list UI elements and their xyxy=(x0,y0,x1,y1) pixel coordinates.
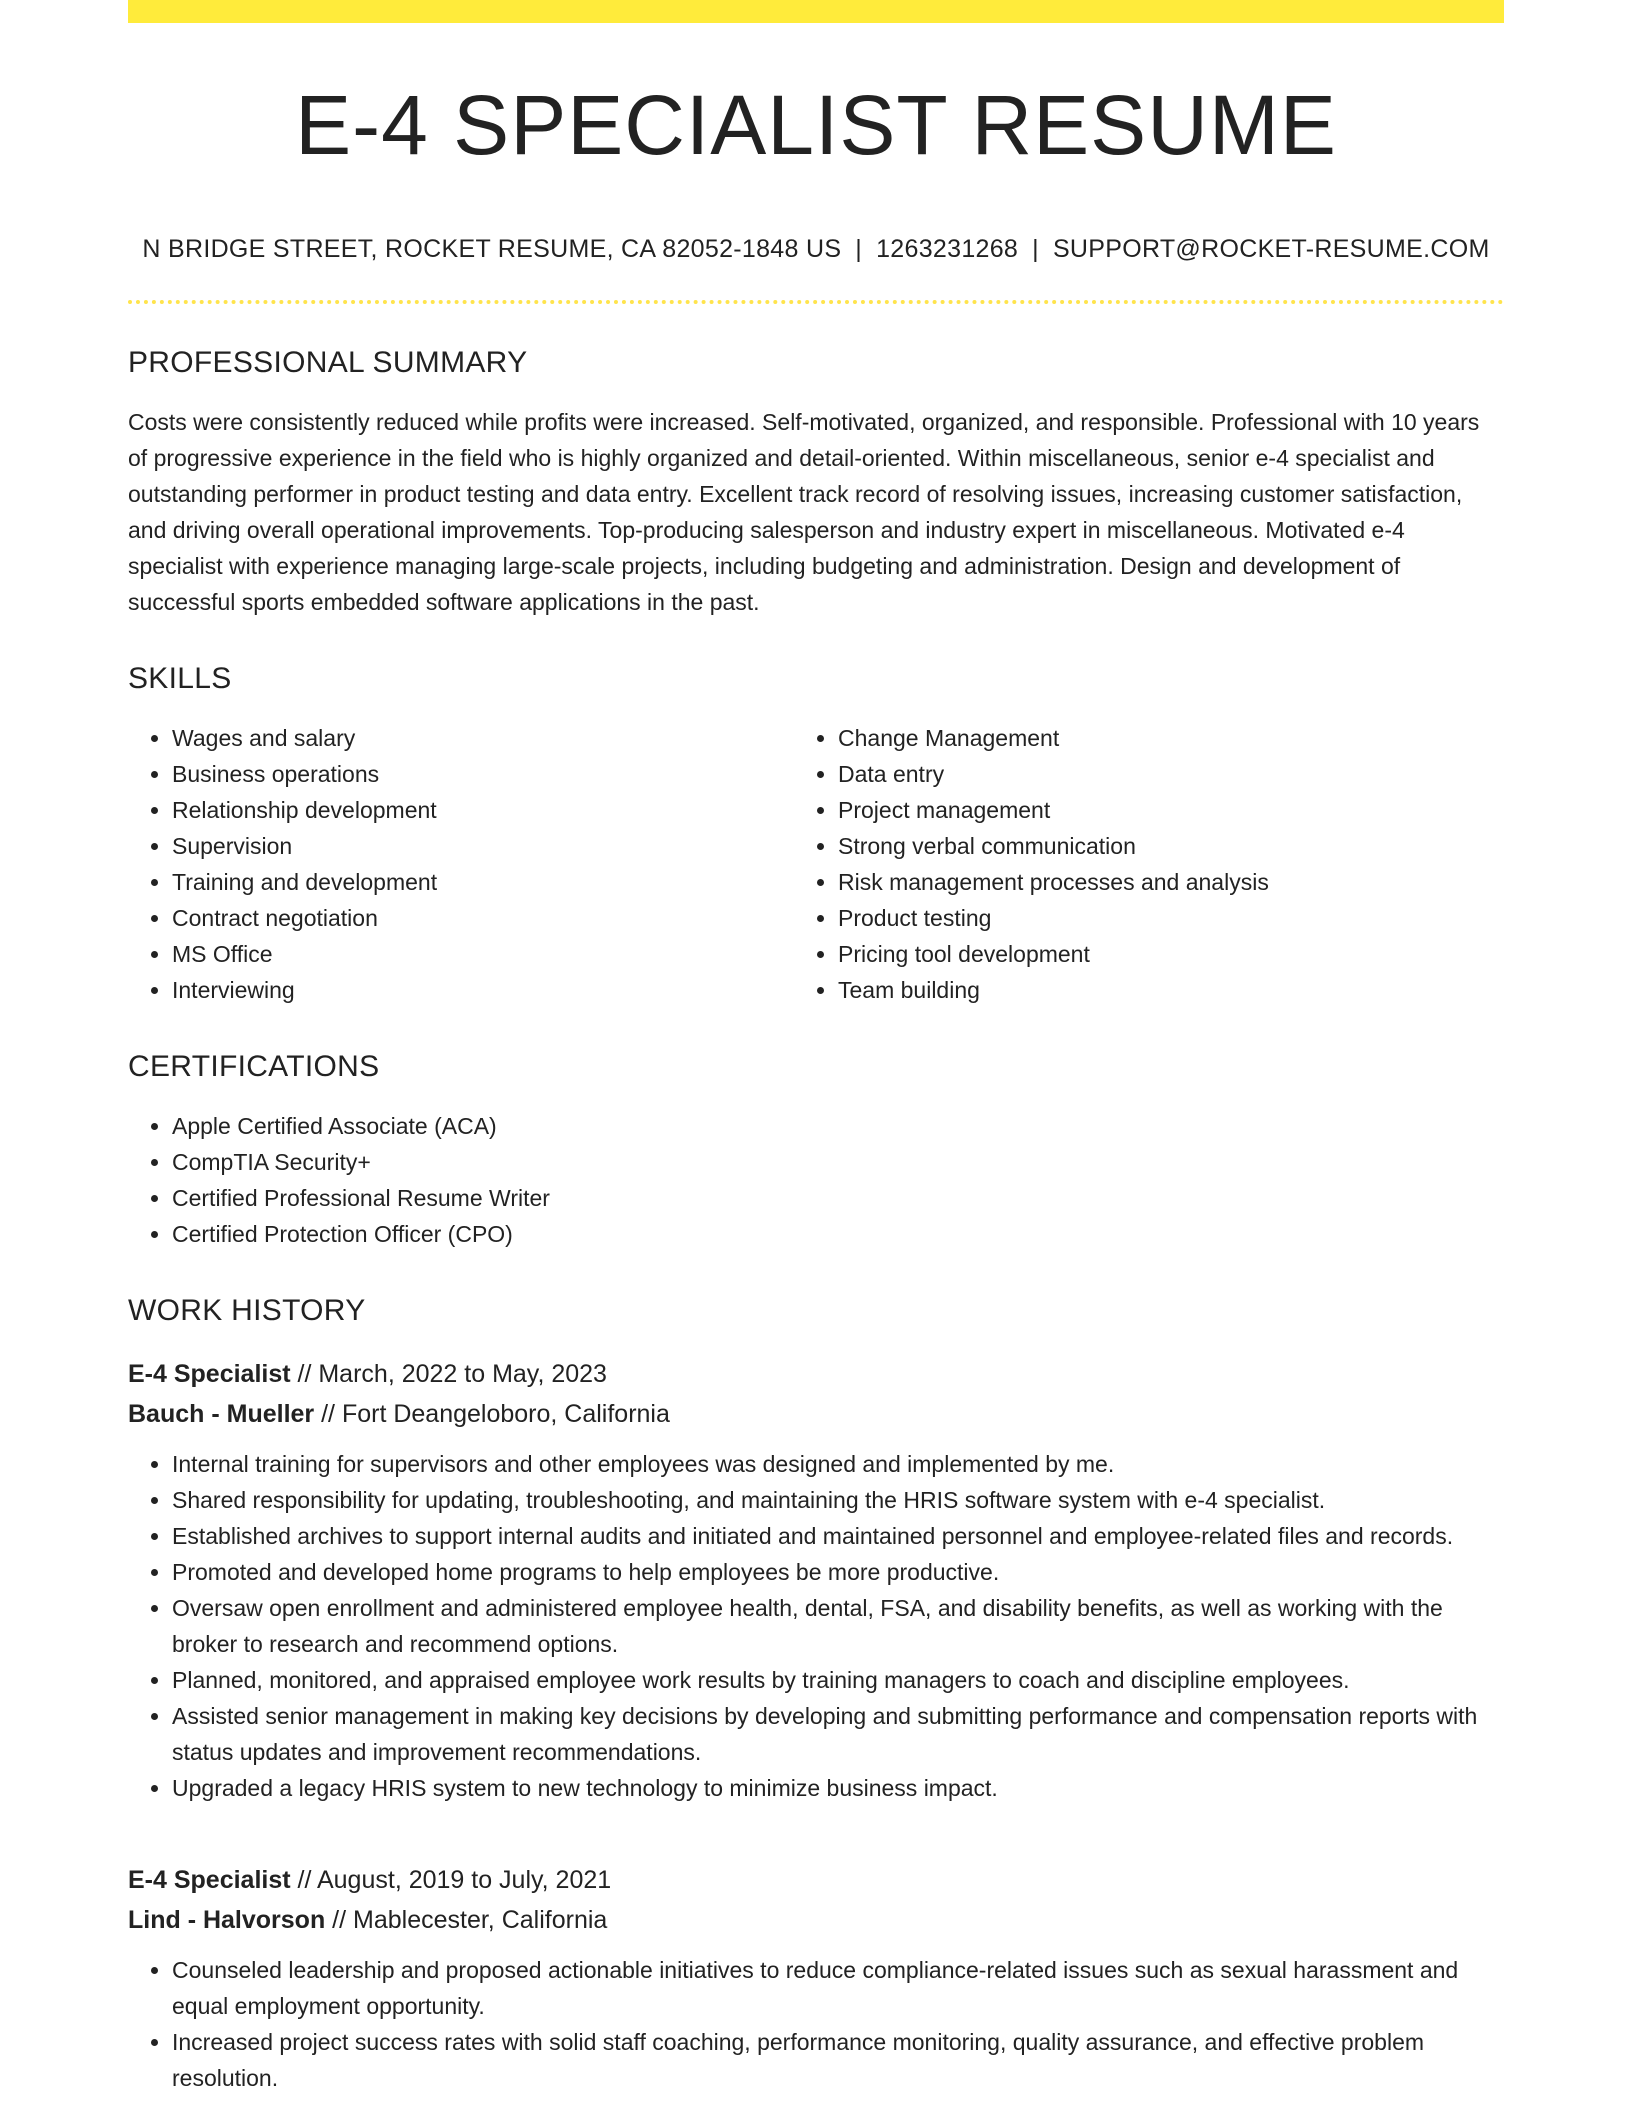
skill-item: • Interviewing xyxy=(172,972,838,1008)
job-bullet: • Internal training for supervisors and other employees was designed and implemented by me. xyxy=(172,1446,1504,1482)
skill-item: • Data entry xyxy=(838,756,1504,792)
contact-address: N BRIDGE STREET, ROCKET RESUME, CA 82052-1848 US xyxy=(142,235,842,263)
job-role: E-4 Specialist xyxy=(128,1866,291,1894)
job-role: E-4 Specialist xyxy=(128,1360,291,1388)
job-bullet: • Established archives to support internal audits and initiated and maintained personnel and employee-related files and records. xyxy=(172,1518,1504,1554)
skill-item: • Wages and salary xyxy=(172,720,838,756)
certification-item: • Certified Professional Resume Writer xyxy=(172,1180,1504,1216)
job-bullet: • Upgraded a legacy HRIS system to new technology to minimize business impact. xyxy=(172,1770,1504,1806)
job-company: Lind - Halvorson xyxy=(128,1906,326,1934)
contact-phone: 1263231268 xyxy=(876,235,1019,263)
contact-line xyxy=(128,235,1504,264)
contact-separator: | xyxy=(855,235,863,263)
job-entry xyxy=(128,1860,1504,2096)
skill-item: • Relationship development xyxy=(172,792,838,828)
skill-item: • Product testing xyxy=(838,900,1504,936)
contact-email: SUPPORT@ROCKET-RESUME.COM xyxy=(1052,235,1490,263)
skills-heading: SKILLS xyxy=(128,662,232,695)
certifications-heading: CERTIFICATIONS xyxy=(128,1050,380,1083)
job-bullet: • Oversaw open enrollment and administered employee health, dental, FSA, and disability benefits, as well as working with the broker to research and recommend options. xyxy=(172,1590,1504,1662)
job-dates: // August, 2019 to July, 2021 xyxy=(290,1866,612,1894)
skills-columns xyxy=(128,720,1504,1008)
certifications-list xyxy=(128,1108,1504,1252)
skill-item: • Strong verbal communication xyxy=(838,828,1504,864)
skill-item: • Project management xyxy=(838,792,1504,828)
skill-item: • MS Office xyxy=(172,936,838,972)
skill-item: • Risk management processes and analysis xyxy=(838,864,1504,900)
skill-item: • Training and development xyxy=(172,864,838,900)
certification-item: • Apple Certified Associate (ACA) xyxy=(172,1108,1504,1144)
job-spacer xyxy=(128,1806,1504,1832)
job-company-line xyxy=(128,1900,1504,1940)
skills-list-right xyxy=(794,720,1504,1008)
job-bullet: • Shared responsibility for updating, troubleshooting, and maintaining the HRIS software system with e-4 specialist. xyxy=(172,1482,1504,1518)
summary-heading: PROFESSIONAL SUMMARY xyxy=(128,346,528,379)
job-bullet: • Planned, monitored, and appraised employee work results by training managers to coach and discipline employees. xyxy=(172,1662,1504,1698)
job-bullet: • Assisted senior management in making key decisions by developing and submitting performance and compensation reports with status updates and improvement recommendations. xyxy=(172,1698,1504,1770)
certification-item: • CompTIA Security+ xyxy=(172,1144,1504,1180)
work-history-heading: WORK HISTORY xyxy=(128,1294,366,1327)
job-role-line xyxy=(128,1860,1504,1900)
job-dates: // March, 2022 to May, 2023 xyxy=(290,1360,607,1388)
summary-text: Costs were consistently reduced while profits were increased. Self-motivated, organized, and responsible. Professional with 10 years of progressive experience in the field who is highly organized and detail-oriented. Within miscellaneous, senior e-4 specialist and outstanding performer in product testing and data entry. Excellent track record of resolving issues, increasing customer satisfaction, and driving overall operational improvements. Top-producing salesperson and industry expert in miscellaneous. Motivated e-4 specialist with experience managing large-scale projects, including budgeting and administration. Design and development of successful sports embedded software applications in the past. xyxy=(128,409,1480,615)
job-location: // Mablecester, California xyxy=(325,1906,608,1934)
skill-item: • Contract negotiation xyxy=(172,900,838,936)
skill-item: • Business operations xyxy=(172,756,838,792)
skill-item: • Change Management xyxy=(838,720,1504,756)
job-bullet: • Increased project success rates with solid staff coaching, performance monitoring, quality assurance, and effective problem resolution. xyxy=(172,2024,1504,2096)
skill-item: • Supervision xyxy=(172,828,838,864)
job-entry xyxy=(128,1354,1504,1806)
contact-separator: | xyxy=(1032,235,1039,263)
job-bullet: • Promoted and developed home programs to help employees be more productive. xyxy=(172,1554,1504,1590)
skills-list-left xyxy=(128,720,838,1008)
job-bullets xyxy=(128,1446,1504,1806)
certification-item: • Certified Protection Officer (CPO) xyxy=(172,1216,1504,1252)
job-location: // Fort Deangeloboro, California xyxy=(314,1400,670,1428)
skill-item: • Team building xyxy=(838,972,1504,1008)
job-bullets xyxy=(128,1952,1504,2096)
job-company: Bauch - Mueller xyxy=(128,1400,315,1428)
job-bullet: • Counseled leadership and proposed actionable initiatives to reduce compliance-related issues such as sexual harassment and equal employment opportunity. xyxy=(172,1952,1504,2024)
job-company-line xyxy=(128,1394,1504,1434)
resume-title: E-4 SPECIALIST RESUME xyxy=(295,78,1337,172)
top-accent-bar xyxy=(128,0,1504,23)
resume-page xyxy=(128,0,1504,2096)
header-divider xyxy=(128,300,1504,304)
job-role-line xyxy=(128,1354,1504,1394)
skill-item: • Pricing tool development xyxy=(838,936,1504,972)
